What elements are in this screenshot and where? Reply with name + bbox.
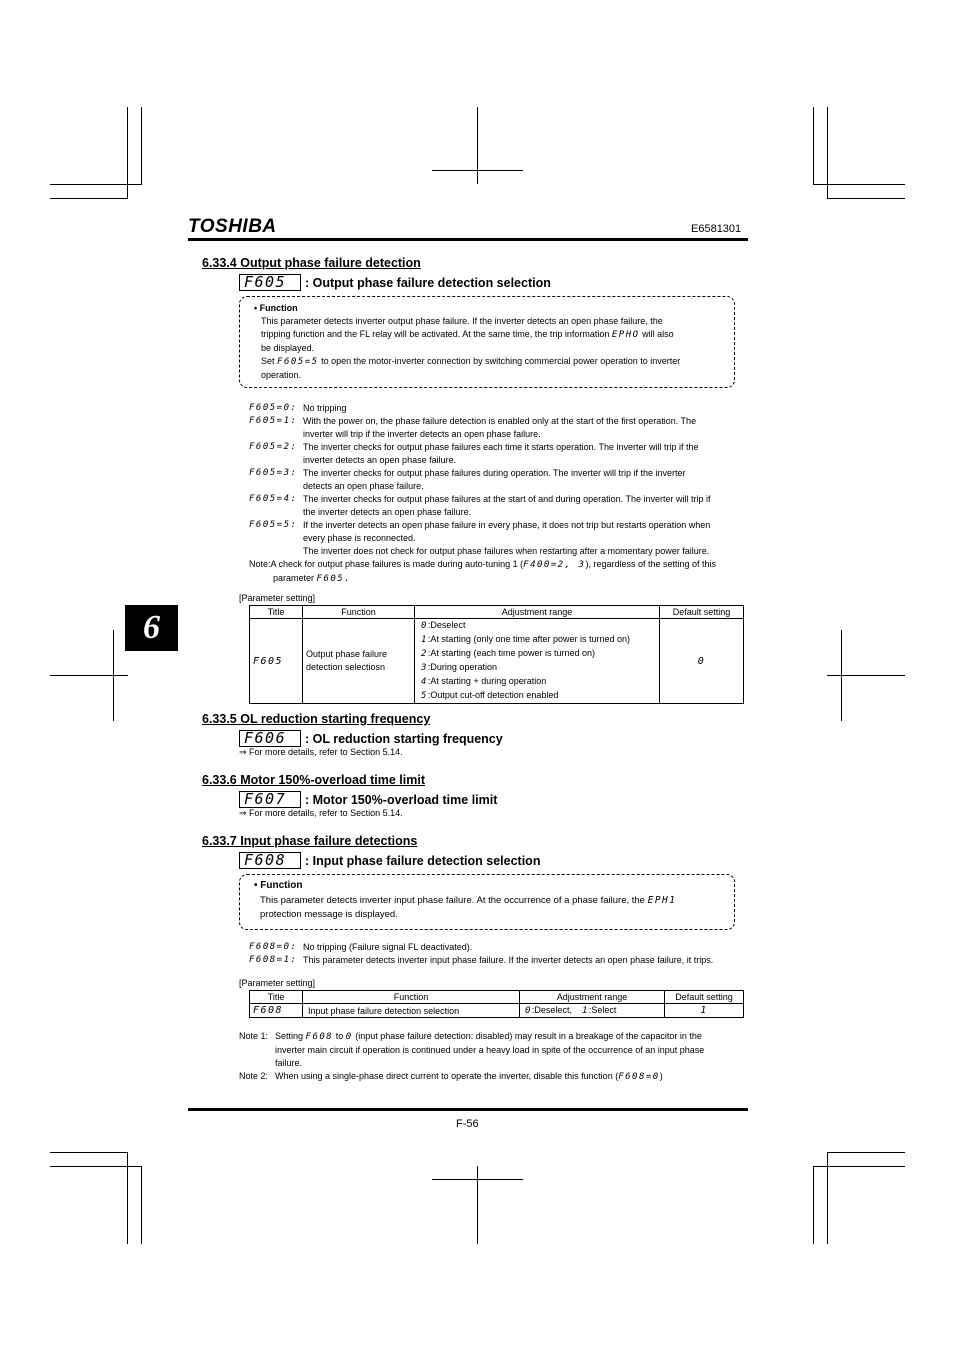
option-list: F605=0: No tripping F605=1: With the power on, the phase failure detection is enabled only at the start of the first operation. The inverter will trip if the inverter detects an open phase failure. F605=2: The inverter checks for output phase failures each time it starts operation. The inverter will trip if the inverter detects an open phase failure. F605=3: The inverter checks for output phase failures during operation. The inverter will trip if the inverter detects an open phase failure. F605=4: The inverter checks for output phase failures at the start of and during operation. The inverter will trip if the inverter detects an open phase failure. F605=5: If the inverter detects an open phase failure in every phase, it does not trip but restarts operation when every phase is reconnected. The inverter does not check for output phase failures when restarting after a momentary power failure. Note:A check for output phase failures is made during auto-tuning 1 (F400=2, 3), regardless of the setting of this parameter F605.	[249, 402, 749, 586]
list-item: F605=4: The inverter checks for output phase failures at the start of and during operation. The inverter will trip if the inverter detects an open phase failure.	[249, 494, 711, 517]
page-number: F-56	[456, 1118, 479, 1130]
parameter-heading-f607	[239, 791, 497, 808]
parameter-table-f608	[249, 990, 744, 1018]
function-label: • Function	[254, 303, 298, 313]
chapter-tab: 6	[125, 605, 178, 651]
parameter-code: F606	[239, 730, 301, 747]
parameter-title: : OL reduction starting frequency	[305, 731, 503, 746]
list-item: F608=0: No tripping (Failure signal FL deactivated).	[249, 942, 473, 952]
table-header-row: Title Function Adjustment range Default setting	[250, 991, 744, 1004]
parameter-heading-f605	[239, 274, 551, 291]
header-rule	[188, 238, 748, 241]
brand-logo: TOSHIBA	[188, 216, 277, 237]
table-row: F605 Output phase failure detection selectiosn 0:Deselect 1:At starting (only one time after power is turned on) 2:At starting (each time power is turned on) 3:During operation 4:At starting + during operation 5:Output cut-off detection enabled 0	[250, 619, 744, 704]
function-description: This parameter detects inverter output phase failure. If the inverter detects an open phase failure, the tripping function and the FL relay will be activated. At the same time, the trip information EPHO will also be displayed. Set F605=5 to open the motor-inverter connection by switching commercial power operation to inverter operation.	[261, 316, 681, 380]
parameter-table-f605	[249, 605, 744, 704]
table-caption: [Parameter setting]	[239, 593, 316, 603]
table-row: F608 Input phase failure detection selection 0:Deselect, 1:Select 1	[250, 1004, 744, 1018]
reference-text: ⇒ For more details, refer to Section 5.14.	[239, 808, 403, 818]
setting-code: F605=5	[277, 357, 319, 367]
note-2: Note 2: When using a single-phase direct current to operate the inverter, disable this function (F608=0)	[239, 1071, 663, 1082]
protection-code: EPH1	[647, 895, 677, 906]
parameter-code: F605	[239, 274, 301, 291]
list-item: F605=2: The inverter checks for output phase failures each time it starts operation. The inverter will trip if the inverter detects an open phase failure.	[249, 442, 699, 465]
note-1: Note 1: Setting F608 to 0 (input phase failure detection: disabled) may result in a breakage of the capacitor in the inverter main circuit if operation is continued under a heavy load in spite of the occurrence of an input phase failure.	[239, 1031, 705, 1068]
section-heading-6-33-6: 6.33.6 Motor 150%-overload time limit	[202, 773, 425, 787]
section-heading-6-33-7: 6.33.7 Input phase failure detections	[202, 834, 418, 848]
function-label: • Function	[254, 880, 303, 891]
parameter-title: : Input phase failure detection selection	[305, 853, 541, 868]
list-item: F605=5: If the inverter detects an open phase failure in every phase, it does not trip but restarts operation when every phase is reconnected. The inverter does not check for output phase failures when restarting after a momentary power failure.	[249, 520, 711, 556]
list-item: F605=0: No tripping	[249, 403, 347, 413]
parameter-title: : Output phase failure detection selection	[305, 275, 551, 290]
parameter-heading-f606	[239, 730, 503, 747]
parameter-code: F607	[239, 791, 301, 808]
list-item: F605=1: With the power on, the phase failure detection is enabled only at the start of the first operation. The inverter will trip if the inverter detects an open phase failure.	[249, 416, 697, 439]
document-code: E6581301	[691, 223, 742, 235]
reference-text: ⇒ For more details, refer to Section 5.14.	[239, 747, 403, 757]
section-heading-6-33-5: 6.33.5 OL reduction starting frequency	[202, 712, 431, 726]
parameter-code: F608	[239, 852, 301, 869]
parameter-title: : Motor 150%-overload time limit	[305, 792, 498, 807]
section-heading-6-33-4: 6.33.4 Output phase failure detection	[202, 256, 421, 270]
parameter-heading-f608	[239, 852, 540, 869]
option-list	[249, 941, 749, 967]
table-header-row: Title Function Adjustment range Default setting	[250, 606, 744, 619]
trip-code: EPHO	[611, 330, 640, 340]
list-item: F608=1: This parameter detects inverter input phase failure. If the inverter detects an open phase failure, it trips.	[249, 955, 714, 965]
function-description: This parameter detects inverter input phase failure. At the occurrence of a phase failure, the EPH1 protection message is displayed.	[260, 895, 677, 920]
note: Note:A check for output phase failures is made during auto-tuning 1 (F400=2, 3), regardless of the setting of this	[249, 559, 717, 570]
list-item: F605=3: The inverter checks for output phase failures during operation. The inverter will trip if the inverter detects an open phase failure.	[249, 468, 686, 491]
notes	[239, 1030, 749, 1084]
table-caption: [Parameter setting]	[239, 978, 316, 988]
footer-rule	[188, 1108, 748, 1111]
